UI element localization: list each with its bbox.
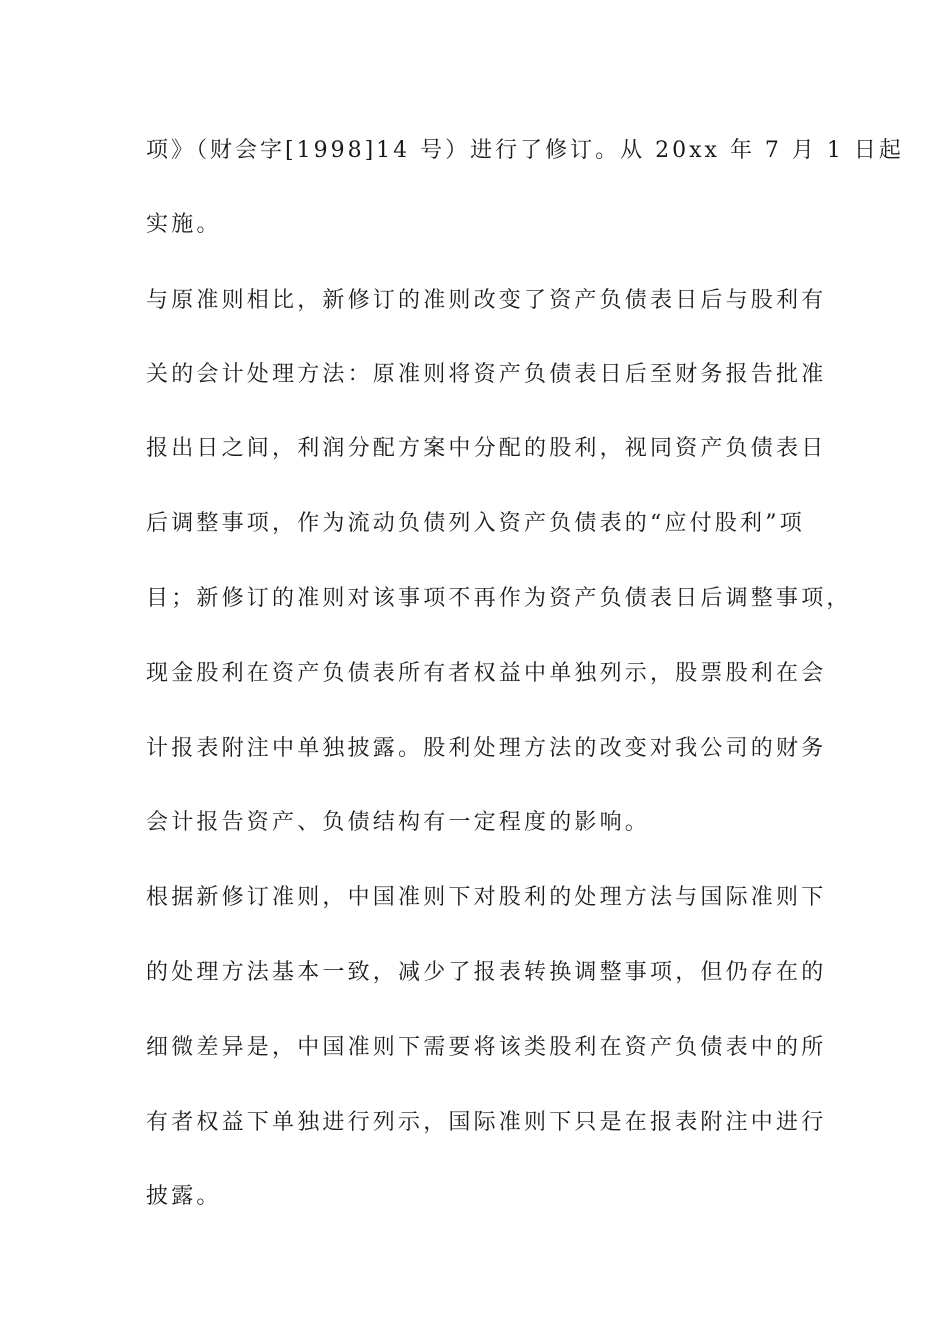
text-line: 报出日之间，利润分配方案中分配的股利，视同资产负债表日	[146, 436, 827, 461]
text-line: 细微差异是，中国准则下需要将该类股利在资产负债表中的所	[146, 1035, 827, 1060]
text-line: 项》（财会字[1998]14 号）进行了修订。从 20xx 年 7 月 1 日起	[146, 138, 904, 163]
text-line: 实施。	[146, 212, 222, 237]
text-line: 的处理方法基本一致，减少了报表转换调整事项，但仍存在的	[146, 960, 827, 985]
text-line: 现金股利在资产负债表所有者权益中单独列示，股票股利在会	[146, 661, 827, 686]
text-line: 披露。	[146, 1184, 222, 1209]
text-line: 计报表附注中单独披露。股利处理方法的改变对我公司的财务	[146, 736, 827, 761]
text-line: 有者权益下单独进行列示，国际准则下只是在报表附注中进行	[146, 1110, 827, 1135]
text-line: 会计报告资产、负债结构有一定程度的影响。	[146, 810, 651, 835]
text-line: 后调整事项，作为流动负债列入资产负债表的“应付股利”项	[146, 511, 805, 536]
text-line: 与原准则相比，新修订的准则改变了资产负债表日后与股利有	[146, 288, 827, 313]
text-line: 目；新修订的准则对该事项不再作为资产负债表日后调整事项，	[146, 586, 852, 611]
text-line: 关的会计处理方法：原准则将资产负债表日后至财务报告批准	[146, 362, 827, 387]
text-line: 根据新修订准则，中国准则下对股利的处理方法与国际准则下	[146, 885, 827, 910]
